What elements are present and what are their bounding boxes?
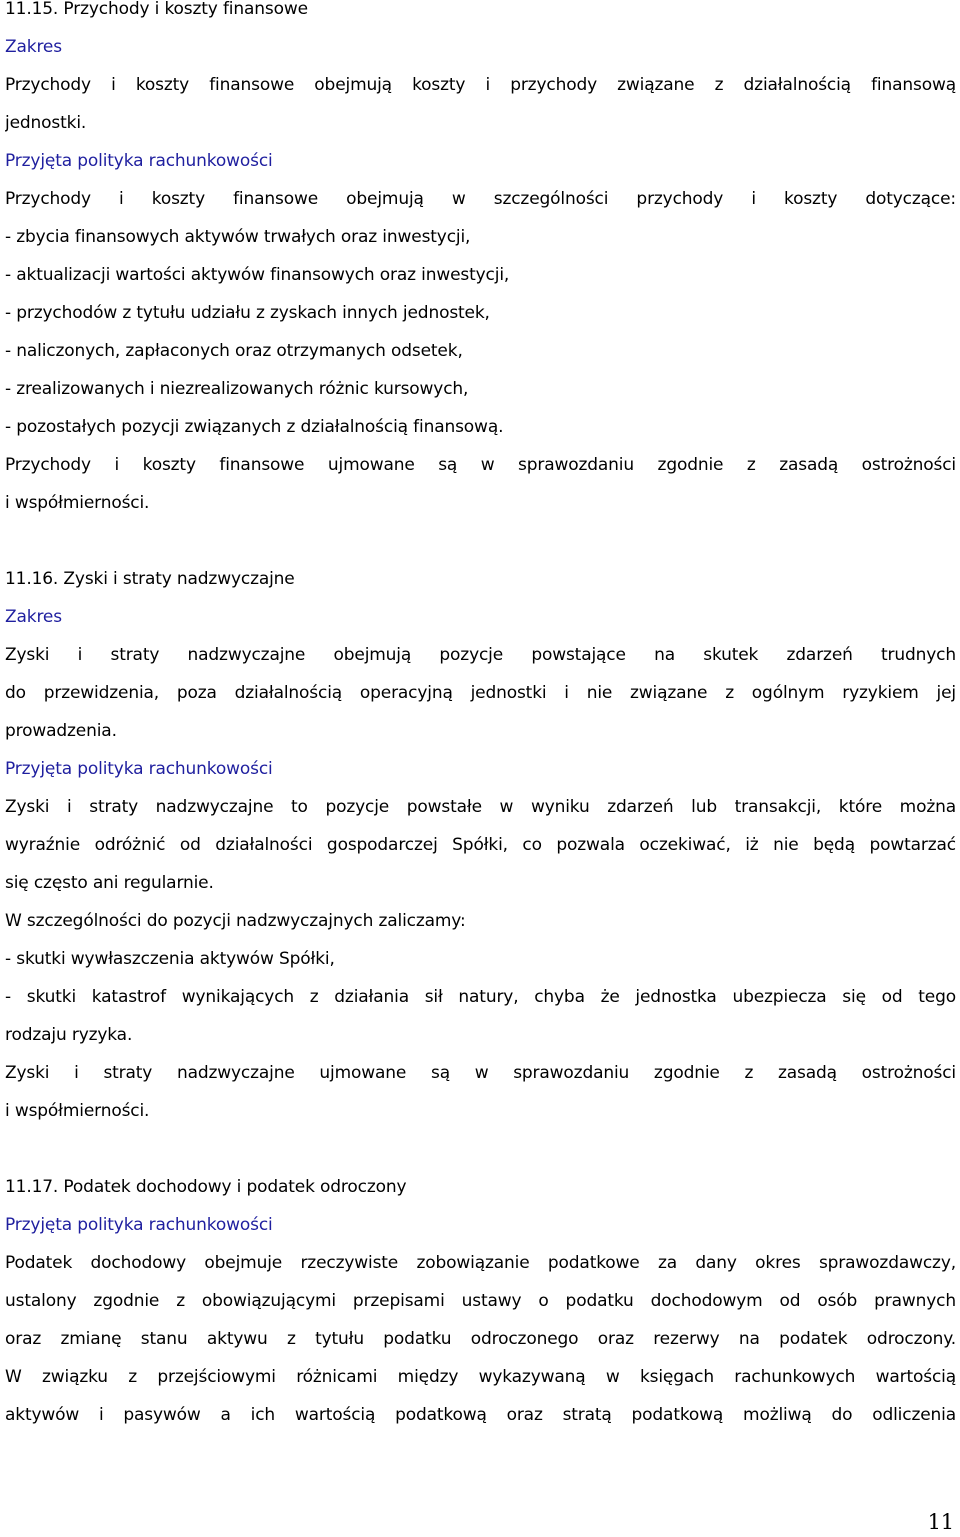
list-item: - pozostałych pozycji związanych z działalnością finansową. [5, 417, 504, 437]
paragraph-line: W związku z przejściowymi różnicami między wykazywaną w księgach rachunkowych wartością [5, 1367, 956, 1387]
list-item: - zrealizowanych i niezrealizowanych różnic kursowych, [5, 379, 469, 399]
paragraph-line: do przewidzenia, poza działalnością operacyjną jednostki i nie związane z ogólnym ryzykiem jej [5, 683, 956, 703]
paragraph-line: aktywów i pasywów a ich wartością podatkową oraz stratą podatkową możliwą do odliczenia [5, 1405, 956, 1425]
section-spacer [5, 1130, 956, 1168]
list-item-continuation: rodzaju ryzyka. [5, 1025, 133, 1045]
section-heading-11-17: 11.17. Podatek dochodowy i podatek odroczony [5, 1177, 407, 1197]
list-item: - naliczonych, zapłaconych oraz otrzymanych odsetek, [5, 341, 463, 361]
paragraph-line: ustalony zgodnie z obowiązującymi przepisami ustawy o podatku dochodowym od osób prawnych [5, 1291, 956, 1311]
page-number: 11 [927, 1510, 954, 1534]
paragraph-line: wyraźnie odróżnić od działalności gospodarczej Spółki, co pozwala oczekiwać, iż nie będą powtarzać [5, 835, 956, 855]
paragraph-line: Przychody i koszty finansowe ujmowane są w sprawozdaniu zgodnie z zasadą ostrożności [5, 455, 956, 475]
subheading-zakres: Zakres [5, 37, 62, 57]
list-item: - skutki wywłaszczenia aktywów Spółki, [5, 949, 335, 969]
list-item: - aktualizacji wartości aktywów finansowych oraz inwestycji, [5, 265, 510, 285]
paragraph-line: Zyski i straty nadzwyczajne ujmowane są w sprawozdaniu zgodnie z zasadą ostrożności [5, 1063, 956, 1083]
paragraph-line: się często ani regularnie. [5, 873, 214, 893]
paragraph-line: i współmierności. [5, 1101, 150, 1121]
paragraph-line: i współmierności. [5, 493, 150, 513]
paragraph-line: Przychody i koszty finansowe obejmują koszty i przychody związane z działalnością finansową [5, 75, 956, 95]
list-item: - przychodów z tytułu udziału z zyskach innych jednostek, [5, 303, 490, 323]
paragraph-line: Podatek dochodowy obejmuje rzeczywiste zobowiązanie podatkowe za dany okres sprawozdawczy, [5, 1253, 956, 1273]
paragraph-line: Zyski i straty nadzwyczajne to pozycje powstałe w wyniku zdarzeń lub transakcji, które można [5, 797, 956, 817]
subheading-policy: Przyjęta polityka rachunkowości [5, 151, 273, 171]
paragraph-line: Przychody i koszty finansowe obejmują w szczególności przychody i koszty dotyczące: [5, 189, 956, 209]
document-page [5, 0, 956, 1434]
paragraph-line: jednostki. [5, 113, 87, 133]
list-item: - skutki katastrof wynikających z działania sił natury, chyba że jednostka ubezpiecza się od tego [5, 987, 956, 1007]
paragraph-line: prowadzenia. [5, 721, 117, 741]
paragraph-line: Zyski i straty nadzwyczajne obejmują pozycje powstające na skutek zdarzeń trudnych [5, 645, 956, 665]
subheading-policy: Przyjęta polityka rachunkowości [5, 759, 273, 779]
section-heading-11-16: 11.16. Zyski i straty nadzwyczajne [5, 569, 295, 589]
list-item: - zbycia finansowych aktywów trwałych oraz inwestycji, [5, 227, 471, 247]
section-heading-11-15: 11.15. Przychody i koszty finansowe [5, 0, 308, 19]
paragraph-line: W szczególności do pozycji nadzwyczajnych zaliczamy: [5, 911, 466, 931]
section-spacer [5, 522, 956, 560]
subheading-zakres: Zakres [5, 607, 62, 627]
paragraph-line: oraz zmianę stanu aktywu z tytułu podatku odroczonego oraz rezerwy na podatek odroczony. [5, 1329, 956, 1349]
subheading-policy: Przyjęta polityka rachunkowości [5, 1215, 273, 1235]
